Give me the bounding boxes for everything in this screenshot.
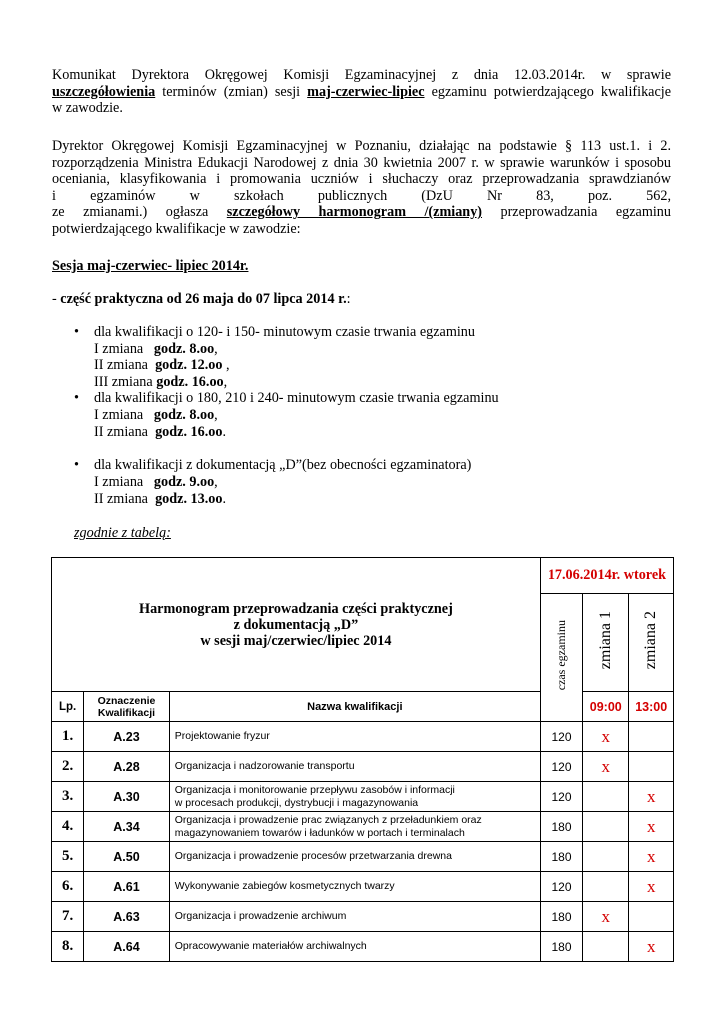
row-shift-2-mark: x xyxy=(629,842,674,872)
intro-line-6: potwierdzającego kwalifikacje w zawodzie: xyxy=(52,220,301,237)
row-time: 180 xyxy=(540,842,582,872)
row-shift-1-mark xyxy=(583,812,629,842)
row-name: Organizacja i monitorowanie przepływu zasobów i informacji w procesach produkcji, dystrybucji i magazynowania xyxy=(169,782,540,812)
header-paragraph xyxy=(52,67,671,117)
session-title: Sesja maj-czerwiec- lipiec 2014r. xyxy=(52,258,249,274)
schedule-table xyxy=(51,557,674,962)
row-shift-2-mark: x xyxy=(629,812,674,842)
table-row xyxy=(52,872,674,902)
row-lp: 2. xyxy=(52,752,84,782)
row-shift-2-mark: x xyxy=(629,782,674,812)
row-name: Projektowanie fryzur xyxy=(169,722,540,752)
row-time: 180 xyxy=(540,812,582,842)
row-time: 120 xyxy=(540,872,582,902)
header-lp: Lp. xyxy=(52,692,84,722)
row-shift-1-mark xyxy=(583,872,629,902)
col-shift-1: zmiana 1 xyxy=(583,594,629,692)
header-line-2: uszczegółowienia terminów (zmian) sesji maj-czerwiec-lipiec egzaminu potwierdzającego kwalifikacje xyxy=(52,83,671,100)
shift-line: I zmiana godz. 9.oo, xyxy=(94,474,218,490)
intro-line-4: i egzaminów w szkołach publicznych (DzU Nr 83, poz. 562, xyxy=(52,187,671,204)
table-row xyxy=(52,752,674,782)
row-time: 120 xyxy=(540,722,582,752)
row-name: Organizacja i prowadzenie prac związanych z przeładunkiem oraz magazynowaniem towarów i ładunków w portach i terminalach xyxy=(169,812,540,842)
row-code: A.34 xyxy=(84,812,170,842)
row-shift-1-mark xyxy=(583,782,629,812)
row-lp: 4. xyxy=(52,812,84,842)
row-lp: 3. xyxy=(52,782,84,812)
row-shift-1-mark: x xyxy=(583,902,629,932)
row-lp: 1. xyxy=(52,722,84,752)
row-code: A.23 xyxy=(84,722,170,752)
intro-line-2: rozporządzenia Ministra Edukacji Narodowej z dnia 30 kwietnia 2007 r. w sprawie warunków i sposobu xyxy=(52,154,671,171)
table-row xyxy=(52,932,674,962)
bullet-dot-icon: • xyxy=(74,457,79,473)
col-shift-2: zmiana 2 xyxy=(629,594,674,692)
col-exam-time: czas egzaminu xyxy=(540,594,582,722)
row-lp: 8. xyxy=(52,932,84,962)
table-row xyxy=(52,812,674,842)
shift-line: I zmiana godz. 8.oo, xyxy=(94,407,218,423)
table-intro: zgodnie z tabelą: xyxy=(74,525,171,541)
table-row xyxy=(52,722,674,752)
row-shift-2-mark: x xyxy=(629,872,674,902)
row-code: A.30 xyxy=(84,782,170,812)
header-time-2: 13:00 xyxy=(629,692,674,722)
intro-paragraph xyxy=(52,138,671,238)
header-line-1: Komunikat Dyrektora Okręgowej Komisji Egzaminacyjnej z dnia 12.03.2014r. w sprawie xyxy=(52,67,671,83)
header-line-3: w zawodzie. xyxy=(52,100,123,117)
shift-line: II zmiana godz. 12.oo , xyxy=(94,357,230,373)
shift-line: I zmiana godz. 8.oo, xyxy=(94,341,218,357)
bullet-dot-icon: • xyxy=(74,324,79,340)
intro-line-5: ze zmianami.) ogłasza szczegółowy harmonogram /(zmiany) przeprowadzania egzaminu xyxy=(52,204,671,221)
row-code: A.64 xyxy=(84,932,170,962)
row-code: A.63 xyxy=(84,902,170,932)
header-time-1: 09:00 xyxy=(583,692,629,722)
shift-line: II zmiana godz. 13.oo. xyxy=(94,491,226,507)
row-lp: 7. xyxy=(52,902,84,932)
row-name: Opracowywanie materiałów archiwalnych xyxy=(169,932,540,962)
row-shift-2-mark xyxy=(629,902,674,932)
row-shift-1-mark: x xyxy=(583,752,629,782)
practical-line: - część praktyczna od 26 maja do 07 lipca 2014 r.: xyxy=(52,291,351,307)
row-shift-2-mark: x xyxy=(629,932,674,962)
table-title: Harmonogram przeprowadzania części praktycznej z dokumentacją „D” w sesji maj/czerwiec/lipiec 2014 xyxy=(52,558,541,692)
row-shift-2-mark xyxy=(629,722,674,752)
row-shift-1-mark xyxy=(583,842,629,872)
table-row xyxy=(52,782,674,812)
row-lp: 5. xyxy=(52,842,84,872)
row-name: Organizacja i prowadzenie archiwum xyxy=(169,902,540,932)
row-shift-2-mark xyxy=(629,752,674,782)
row-time: 120 xyxy=(540,752,582,782)
row-code: A.61 xyxy=(84,872,170,902)
table-row xyxy=(52,842,674,872)
exam-date: 17.06.2014r. wtorek xyxy=(540,558,673,594)
header-name: Nazwa kwalifikacji xyxy=(169,692,540,722)
row-code: A.28 xyxy=(84,752,170,782)
row-shift-1-mark xyxy=(583,932,629,962)
shift-line: II zmiana godz. 16.oo. xyxy=(94,424,226,440)
row-lp: 6. xyxy=(52,872,84,902)
row-shift-1-mark: x xyxy=(583,722,629,752)
shift-line: III zmiana godz. 16.oo, xyxy=(94,374,228,390)
table-row xyxy=(52,902,674,932)
row-time: 120 xyxy=(540,782,582,812)
intro-line-3: oceniania, klasyfikowania i promowania uczniów i słuchaczy oraz przeprowadzania sprawdzianów xyxy=(52,171,671,188)
bullet-dot-icon: • xyxy=(74,390,79,406)
row-time: 180 xyxy=(540,932,582,962)
row-time: 180 xyxy=(540,902,582,932)
row-name: Organizacja i prowadzenie procesów przetwarzania drewna xyxy=(169,842,540,872)
row-name: Organizacja i nadzorowanie transportu xyxy=(169,752,540,782)
intro-line-1: Dyrektor Okręgowej Komisji Egzaminacyjnej w Poznaniu, działając na podstawie § 113 ust.1. i 2. xyxy=(52,138,671,154)
header-code: Oznaczenie Kwalifikacji xyxy=(84,692,170,722)
row-code: A.50 xyxy=(84,842,170,872)
row-name: Wykonywanie zabiegów kosmetycznych twarzy xyxy=(169,872,540,902)
